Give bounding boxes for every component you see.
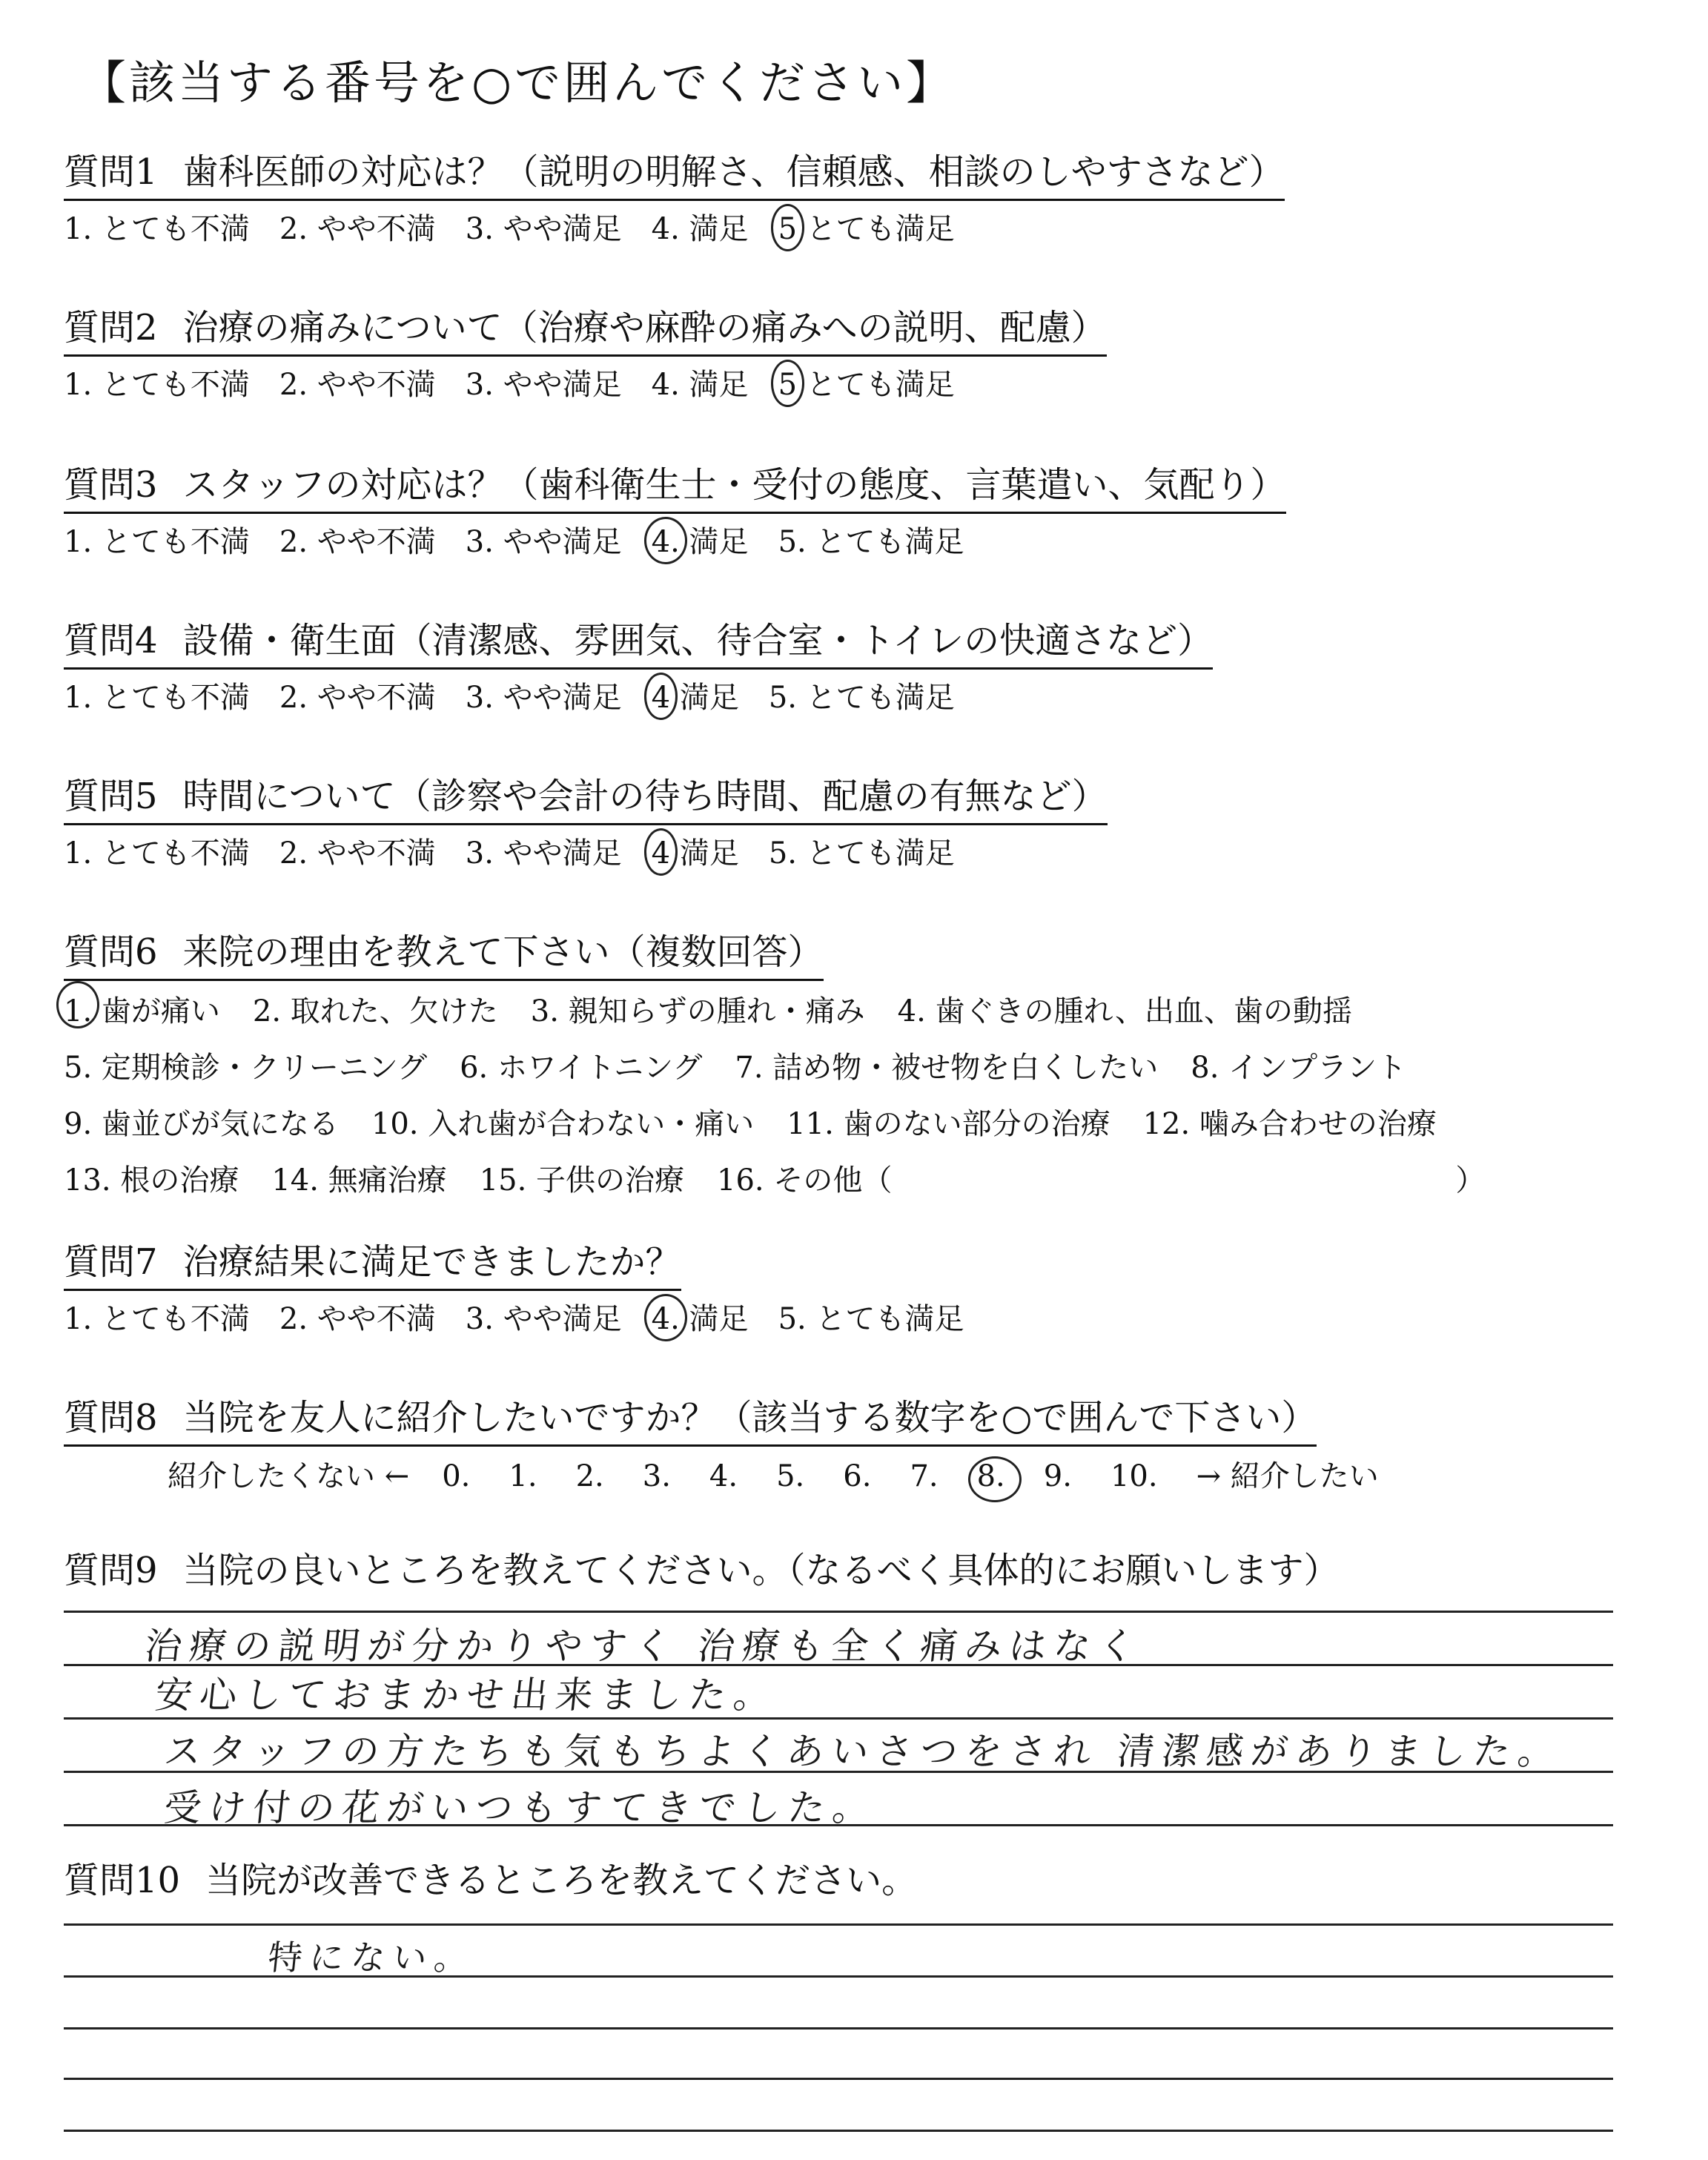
answer-option <box>279 833 436 874</box>
question-text: 時間について（診察や会計の待ち時間、配慮の有無など） <box>182 776 1108 817</box>
option-number: 3. <box>465 368 494 402</box>
option-number: 13. <box>64 1163 111 1198</box>
answer-option <box>279 521 436 563</box>
other-close-paren: ） <box>1455 1163 1486 1198</box>
answer-option <box>64 833 250 874</box>
option-number: 10. <box>371 1107 419 1141</box>
question-text: 設備・衛生面（清潔感、雰囲気、待合室・トイレの快適さなど） <box>182 620 1214 661</box>
question-number: 質問3 <box>64 464 158 506</box>
option-number: 16. <box>717 1163 764 1198</box>
option-number: 3. <box>465 836 494 871</box>
option-label: 満足 <box>679 1302 749 1336</box>
option-number: 3. <box>465 681 494 715</box>
recommend-scale <box>64 1456 1379 1497</box>
answer-option <box>735 1042 1158 1094</box>
question-text: 当院を友人に紹介したいですか？（該当する数字を○で囲んで下さい） <box>182 1397 1317 1439</box>
option-label: 無痛治療 <box>318 1163 447 1198</box>
scale-number: 7. <box>910 1459 939 1493</box>
answer-option <box>652 208 749 250</box>
question-text: 来院の理由を教えて下さい（複数回答） <box>182 931 824 973</box>
question-title <box>64 1394 1317 1447</box>
answer-option <box>787 1098 1110 1150</box>
option-number: 4. <box>652 1298 680 1340</box>
question-8 <box>64 1394 1379 1497</box>
option-number: 8. <box>1191 1051 1219 1085</box>
option-number: 1. <box>64 212 93 246</box>
answer-option <box>279 208 436 250</box>
question-title <box>64 148 1285 201</box>
option-label: やや満足 <box>493 525 622 559</box>
answer-option <box>279 677 436 719</box>
question-number: 質問8 <box>64 1397 158 1439</box>
scale-value <box>509 1456 537 1497</box>
answer-options <box>64 364 1107 406</box>
option-number: 9. <box>64 1107 93 1141</box>
option-label: やや満足 <box>493 1302 622 1336</box>
question-title <box>64 1238 681 1291</box>
question-title <box>64 1547 1340 1594</box>
answer-option <box>279 1298 436 1340</box>
option-label: やや不満 <box>308 212 436 246</box>
option-number: 5 <box>778 208 797 250</box>
option-number: 2. <box>279 212 308 246</box>
option-label: 親知らずの腫れ・痛み <box>558 994 865 1028</box>
question-number: 質問7 <box>64 1241 158 1283</box>
option-label: 満足 <box>679 368 749 402</box>
option-label: とても満足 <box>797 681 955 715</box>
option-label: とても不満 <box>92 681 250 715</box>
option-label: とても不満 <box>92 525 250 559</box>
scale-low-label: 紹介したくない ← <box>168 1459 410 1493</box>
option-number: 4 <box>652 833 670 874</box>
option-label: 満足 <box>679 212 749 246</box>
scale-high-label: → 紹介したい <box>1196 1459 1379 1493</box>
option-label: 歯が痛い <box>92 994 220 1028</box>
answer-line <box>64 1923 1613 1926</box>
option-number: 4 <box>652 677 670 719</box>
option-label: インプラント <box>1219 1051 1407 1085</box>
option-number: 3. <box>465 212 494 246</box>
scale-value <box>442 1456 470 1497</box>
option-number: 4. <box>651 212 680 246</box>
answer-option <box>769 833 955 874</box>
answer-options <box>64 833 1108 874</box>
answer-options <box>64 1298 993 1340</box>
scale-number: 6. <box>843 1459 872 1493</box>
option-number: 4. <box>651 368 680 402</box>
option-label: やや満足 <box>493 212 622 246</box>
option-label: 満足 <box>670 836 739 871</box>
answer-option <box>466 1298 622 1340</box>
question-9 <box>64 1547 1340 1594</box>
option-number: 5. <box>778 1302 807 1336</box>
answer-options <box>64 677 1213 719</box>
scale-value <box>576 1456 604 1497</box>
option-label: やや不満 <box>308 525 436 559</box>
answer-option <box>898 985 1352 1037</box>
scale-value <box>1110 1456 1158 1497</box>
answer-option <box>466 833 622 874</box>
option-label: やや不満 <box>308 681 436 715</box>
answer-option <box>466 364 622 406</box>
reason-row <box>64 1155 1485 1206</box>
answer-option-selected <box>652 677 739 719</box>
option-label: 定期検診・クリーニング <box>92 1051 428 1085</box>
option-number: 2. <box>279 681 308 715</box>
answer-option <box>64 208 250 250</box>
option-label: とても不満 <box>92 836 250 871</box>
reason-row <box>64 985 1485 1037</box>
answer-option <box>64 677 250 719</box>
answer-option <box>531 985 865 1037</box>
answer-line <box>64 2027 1613 2029</box>
answer-option <box>466 521 622 563</box>
question-text: 治療の痛みについて（治療や麻酔の痛みへの説明、配慮） <box>182 307 1107 349</box>
option-label: 入れ歯が合わない・痛い <box>418 1107 755 1141</box>
option-label: やや不満 <box>308 368 436 402</box>
answer-line <box>64 2078 1613 2080</box>
option-label: 歯ぐきの腫れ、出血、歯の動揺 <box>925 994 1352 1028</box>
question-text: 治療結果に満足できましたか？ <box>182 1241 681 1283</box>
question-number: 質問10 <box>64 1860 181 1901</box>
scale-number: 2. <box>575 1459 604 1493</box>
question-3 <box>64 461 1286 563</box>
question-text: 歯科医師の対応は？（説明の明解さ、信頼感、相談のしやすさなど） <box>182 151 1285 193</box>
answer-option <box>279 364 436 406</box>
answer-option-selected <box>64 985 220 1037</box>
answer-option <box>466 677 622 719</box>
answer-option <box>652 364 749 406</box>
answer-option <box>778 521 964 563</box>
answer-option <box>64 1155 239 1206</box>
option-number: 6. <box>460 1051 489 1085</box>
option-number: 1. <box>64 525 93 559</box>
option-label: とても不満 <box>92 212 250 246</box>
option-label: とても不満 <box>92 368 250 402</box>
option-number: 4. <box>652 521 680 563</box>
option-number: 5 <box>778 364 797 406</box>
handwritten-answer: 特にない。 <box>265 1938 478 1978</box>
option-label: 詰め物・被せ物を白くしたい <box>763 1051 1159 1085</box>
option-number: 1. <box>64 1302 93 1336</box>
option-number: 5. <box>768 836 798 871</box>
option-number: 12. <box>1142 1107 1191 1141</box>
question-title <box>64 461 1286 514</box>
scale-value <box>1044 1456 1072 1497</box>
answer-option <box>64 1042 427 1094</box>
option-number: 1. <box>64 368 93 402</box>
scale-number: 4. <box>709 1459 738 1493</box>
question-text: 当院が改善できるところを教えてください。 <box>205 1860 918 1901</box>
answer-line <box>64 2130 1613 2132</box>
option-number: 2. <box>279 368 308 402</box>
answer-line <box>64 1611 1613 1613</box>
answer-option <box>778 1298 964 1340</box>
option-number: 14. <box>271 1163 319 1198</box>
option-number: 5. <box>64 1051 93 1085</box>
option-number: 5. <box>778 525 807 559</box>
answer-option-selected <box>652 521 749 563</box>
question-text: 当院の良いところを教えてください。（なるべく具体的にお願いします） <box>182 1550 1340 1591</box>
option-label: やや満足 <box>493 681 622 715</box>
option-label: とても満足 <box>806 525 964 559</box>
option-label: やや不満 <box>308 1302 436 1336</box>
question-number: 質問2 <box>64 307 158 349</box>
option-number: 15. <box>479 1163 527 1198</box>
option-label: 子供の治療 <box>526 1163 685 1198</box>
scale-number: 3. <box>642 1459 671 1493</box>
question-number: 質問5 <box>64 776 158 817</box>
answer-options <box>64 208 1285 250</box>
option-number: 2. <box>279 1302 308 1336</box>
question-title <box>64 1857 917 1904</box>
option-label: やや不満 <box>308 836 436 871</box>
scale-number: 5. <box>776 1459 805 1493</box>
answer-option-selected <box>778 364 955 406</box>
answer-option <box>769 677 955 719</box>
option-label: 噛み合わせの治療 <box>1190 1107 1437 1141</box>
selection-circle <box>968 1456 1022 1502</box>
answer-option <box>64 1098 339 1150</box>
option-number: 2. <box>279 836 308 871</box>
option-label: 取れた、欠けた <box>281 994 498 1028</box>
option-label: やや満足 <box>493 836 622 871</box>
option-number: 3. <box>465 525 494 559</box>
scale-value <box>709 1456 738 1497</box>
answer-option <box>480 1155 684 1206</box>
option-number: 2. <box>279 525 308 559</box>
question-title <box>64 928 824 981</box>
answer-option-selected <box>652 833 739 874</box>
question-4 <box>64 617 1213 719</box>
answer-option <box>717 1155 892 1206</box>
handwritten-answer-line: 治療の説明が分かりやすく 治療も全く痛みはなく <box>142 1625 1145 1668</box>
answer-option <box>1191 1042 1406 1094</box>
scale-value <box>776 1456 804 1497</box>
option-number: 1. <box>64 681 93 715</box>
reason-row <box>64 1042 1485 1094</box>
option-label: 根の治療 <box>110 1163 239 1198</box>
option-label: とても満足 <box>797 368 955 402</box>
answer-options <box>64 521 1286 563</box>
option-number: 5. <box>768 681 798 715</box>
answer-option <box>1143 1098 1437 1150</box>
question-1 <box>64 148 1285 250</box>
answer-option <box>460 1042 702 1094</box>
option-number: 1. <box>64 836 93 871</box>
option-number: 3. <box>465 1302 494 1336</box>
handwritten-answer-line: 安心しておまかせ出来ました。 <box>153 1674 781 1717</box>
scale-value <box>843 1456 871 1497</box>
option-number: 11. <box>787 1107 834 1141</box>
answer-option <box>64 364 250 406</box>
answer-option <box>271 1155 446 1206</box>
option-label: その他（ <box>764 1163 893 1198</box>
option-label: とても満足 <box>797 212 955 246</box>
question-number: 質問4 <box>64 620 158 661</box>
question-10 <box>64 1857 917 1904</box>
option-number: 3. <box>530 994 559 1028</box>
option-label: 満足 <box>670 681 739 715</box>
answer-option <box>253 985 498 1037</box>
answer-option <box>64 521 250 563</box>
scale-number: 9. <box>1043 1459 1072 1493</box>
question-6 <box>64 928 1485 1206</box>
option-label: とても不満 <box>92 1302 250 1336</box>
question-number: 質問9 <box>64 1550 158 1591</box>
reason-options <box>64 985 1485 1206</box>
scale-value-selected <box>977 1456 1005 1497</box>
option-label: 満足 <box>679 525 749 559</box>
option-label: とても満足 <box>806 1302 964 1336</box>
option-label: ホワイトニング <box>488 1051 703 1085</box>
scale-number: 0. <box>442 1459 471 1493</box>
answer-option-selected <box>778 208 955 250</box>
question-title <box>64 773 1108 825</box>
question-number: 質問1 <box>64 151 158 193</box>
option-number: 4. <box>897 994 926 1028</box>
option-number: 7. <box>735 1051 764 1085</box>
question-5 <box>64 773 1108 874</box>
scale-value <box>643 1456 671 1497</box>
answer-option <box>466 208 622 250</box>
scale-value <box>910 1456 938 1497</box>
scale-number: 8. <box>977 1459 1005 1493</box>
question-number: 質問6 <box>64 931 158 973</box>
question-title <box>64 617 1213 670</box>
question-text: スタッフの対応は？（歯科衛生士・受付の態度、言葉遣い、気配り） <box>182 464 1286 506</box>
answer-option-selected <box>652 1298 749 1340</box>
reason-row <box>64 1098 1485 1150</box>
question-7 <box>64 1238 993 1340</box>
handwritten-answer-line: スタッフの方たちも気もちよくあいさつをされ 清潔感がありました。 <box>162 1730 1565 1773</box>
option-number: 1. <box>64 985 92 1037</box>
question-2 <box>64 304 1107 406</box>
scale-number: 1. <box>509 1459 537 1493</box>
handwritten-answer-line: 受け付の花がいつもすてきでした。 <box>162 1786 880 1829</box>
option-number: 2. <box>252 994 282 1028</box>
scale-number: 10. <box>1110 1459 1158 1493</box>
page-title: 【該当する番号を○で囲んでください】 <box>80 56 956 110</box>
option-label: 歯のない部分の治療 <box>833 1107 1110 1141</box>
option-label: やや満足 <box>493 368 622 402</box>
answer-option <box>64 1298 250 1340</box>
option-label: 歯並びが気になる <box>92 1107 339 1141</box>
question-title <box>64 304 1107 357</box>
answer-option <box>371 1098 754 1150</box>
option-label: とても満足 <box>797 836 955 871</box>
